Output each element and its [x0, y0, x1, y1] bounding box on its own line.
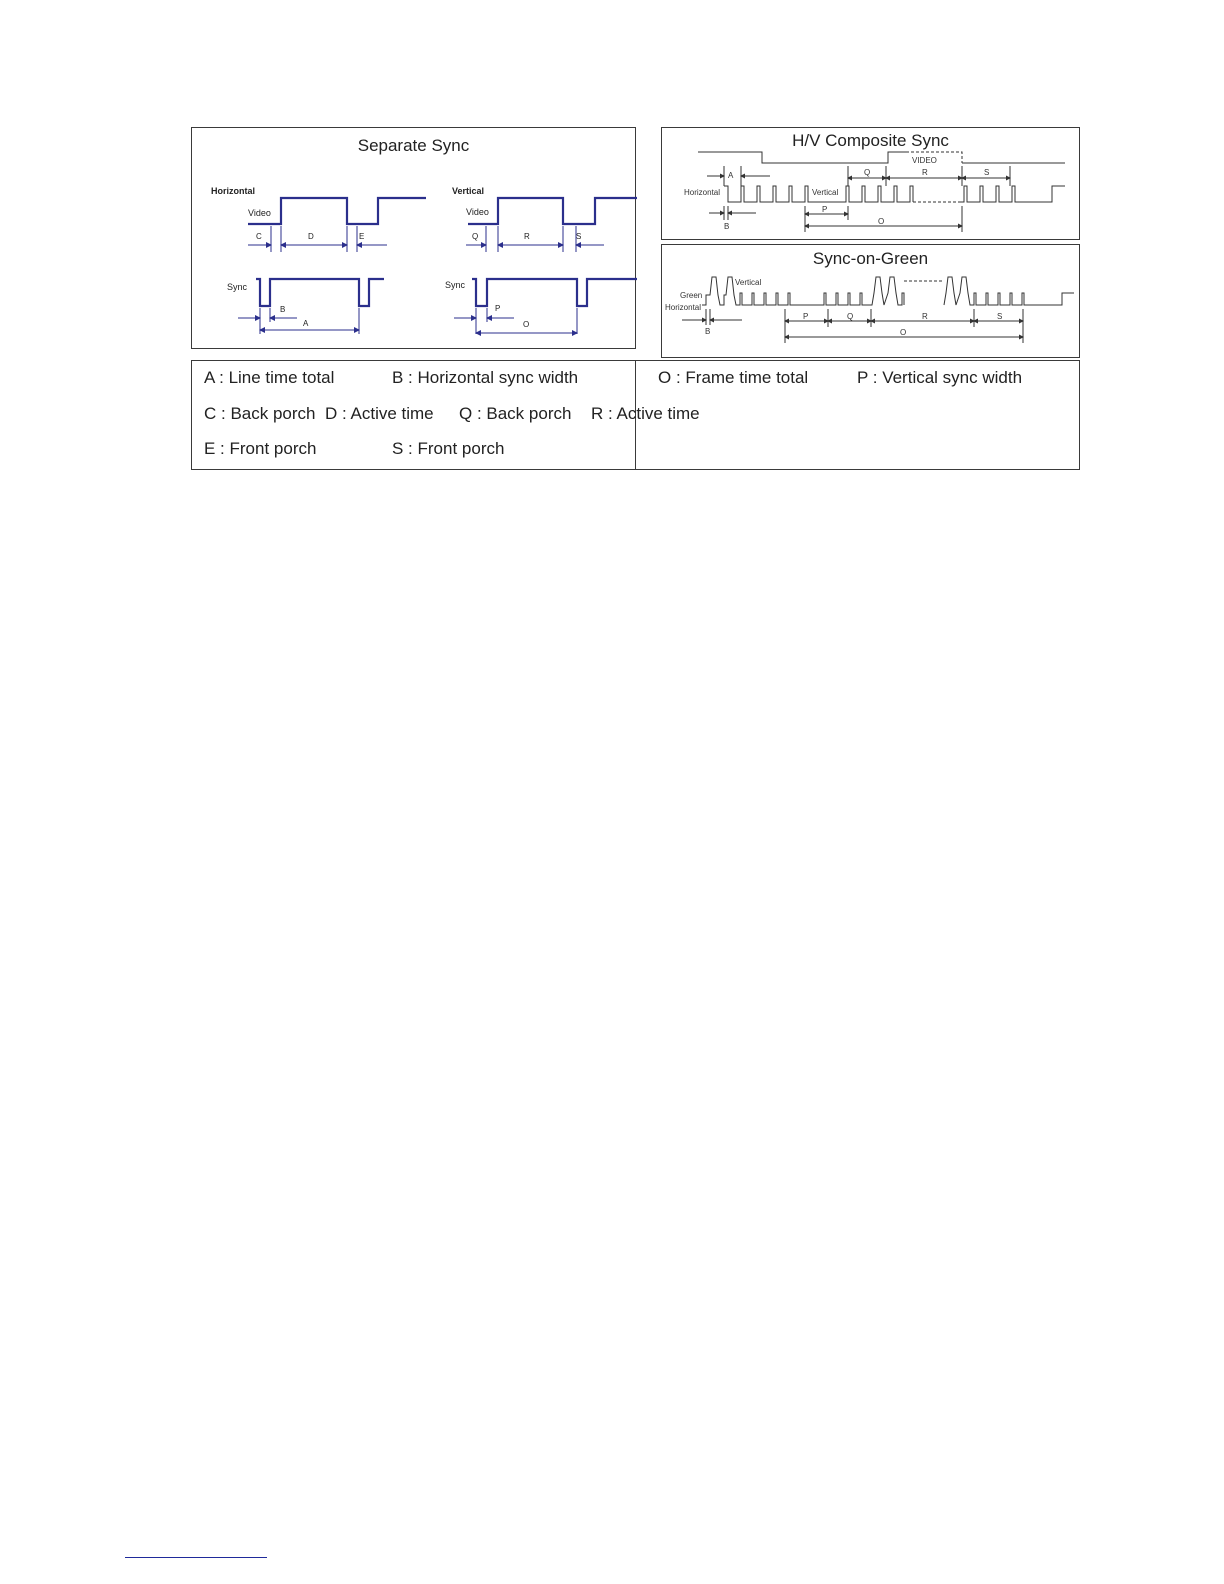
green-label: Green	[680, 291, 703, 300]
label-c: C	[256, 232, 262, 241]
composite-label-s: S	[984, 168, 990, 177]
vertical-video-waveform	[468, 198, 637, 224]
horizontal-sync-waveform	[256, 279, 384, 306]
legend-c: C : Back porch	[204, 404, 316, 423]
composite-video-line	[698, 152, 906, 163]
horizontal-sync-label: Sync	[227, 282, 248, 292]
green-waveform	[702, 277, 904, 305]
separate-sync-diagram	[192, 128, 637, 350]
legend-q: Q : Back porch	[459, 404, 572, 423]
green-label-p: P	[803, 312, 809, 321]
composite-label-o: O	[878, 217, 885, 226]
vertical-sync-label: Sync	[445, 280, 466, 290]
legend-o: O : Frame time total	[658, 368, 809, 387]
vertical-sync-waveform	[472, 279, 637, 306]
footnote-rule	[125, 1557, 267, 1558]
label-s: S	[576, 232, 582, 241]
composite-label-b: B	[724, 222, 730, 231]
composite-sync-waveform-end	[960, 186, 1065, 202]
legend-d: D : Active time	[325, 404, 434, 423]
green-label-s: S	[997, 312, 1003, 321]
label-o: O	[523, 320, 530, 329]
legend-e: E : Front porch	[204, 439, 317, 458]
legend-s: S : Front porch	[392, 439, 505, 458]
vertical-video-label: Video	[466, 207, 489, 217]
horizontal-video-label: Video	[248, 208, 271, 218]
legend-r: R : Active time	[591, 404, 700, 423]
horizontal-heading: Horizontal	[211, 186, 255, 196]
composite-label-a: A	[728, 171, 734, 180]
separate-sync-title: Separate Sync	[357, 136, 470, 155]
label-a: A	[303, 319, 309, 328]
green-label-b: B	[705, 327, 711, 336]
green-vertical-label: Vertical	[735, 278, 762, 287]
label-d: D	[308, 232, 314, 241]
legend-p: P : Vertical sync width	[857, 368, 1023, 387]
composite-label-r: R	[922, 168, 928, 177]
sync-on-green-title: Sync-on-Green	[812, 249, 929, 268]
horizontal-video-waveform	[248, 198, 426, 224]
label-q: Q	[472, 232, 479, 241]
label-r: R	[524, 232, 530, 241]
green-label-r: R	[922, 312, 928, 321]
separate-sync-panel	[191, 127, 636, 349]
composite-vertical-label: Vertical	[812, 188, 839, 197]
vertical-heading: Vertical	[452, 186, 485, 196]
label-p: P	[495, 304, 501, 313]
composite-sync-panel	[661, 127, 1080, 240]
legend-b: B : Horizontal sync width	[392, 368, 579, 387]
green-horizontal-label: Horizontal	[665, 303, 702, 312]
composite-horizontal-label: Horizontal	[684, 188, 721, 197]
green-waveform-end	[944, 277, 1074, 305]
label-e: E	[359, 232, 365, 241]
label-b: B	[280, 305, 286, 314]
legend-a: A : Line time total	[204, 368, 335, 387]
green-label-q: Q	[847, 312, 854, 321]
composite-sync-diagram	[662, 128, 1081, 241]
sync-on-green-panel	[661, 244, 1080, 358]
composite-label-p: P	[822, 205, 828, 214]
composite-sync-title: H/V Composite Sync	[792, 131, 949, 150]
legend-table	[191, 360, 1080, 470]
composite-video-label: VIDEO	[912, 156, 937, 165]
sync-on-green-diagram	[662, 245, 1081, 359]
composite-label-q: Q	[864, 168, 871, 177]
green-label-o: O	[900, 328, 907, 337]
